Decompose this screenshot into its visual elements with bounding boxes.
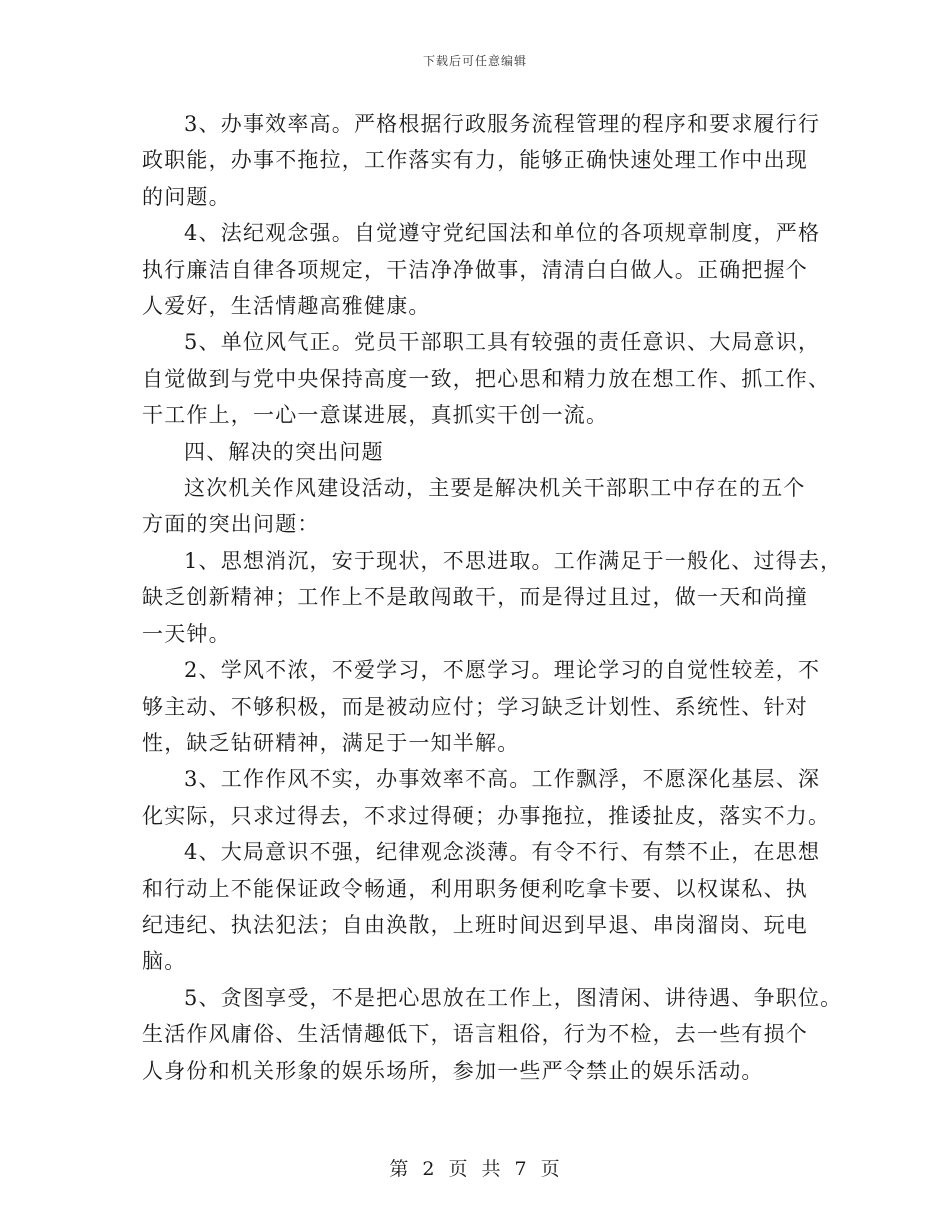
paragraph-line: 一天钟。 [142,621,231,646]
paragraph-line: 5、贪图享受，不是把心思放在工作上，图清闲、讲待遇、争职位。 [184,985,843,1010]
paragraph-problem-5 [142,980,843,1089]
paragraph-line: 人爱好，生活情趣高雅健康。 [142,294,431,319]
paragraph-line: 4、大局意识不强，纪律观念淡薄。有令不行、有禁不止，在思想 [184,840,821,865]
paragraph-problem-2 [142,652,822,761]
paragraph-problem-1 [142,543,843,652]
page-footer: 第 2 页 共 7 页 [389,1158,561,1180]
paragraph-line: 的问题。 [142,184,231,209]
paragraph-line: 4、法纪观念强。自觉遵守党纪国法和单位的各项规章制度，严格 [184,221,821,246]
paragraph-intro [142,470,822,543]
paragraph-problem-3 [142,761,831,834]
paragraph-line: 够主动、不够积极，而是被动应付；学习缺乏计划性、系统性、针对 [142,694,808,719]
paragraph-line: 和行动上不能保证政令畅通，利用职务便利吃拿卡要、以权谋私、执 [142,876,808,901]
paragraph-line: 执行廉洁自律各项规定，干洁净净做事，清清白白做人。正确把握个 [142,257,808,282]
paragraph-line: 3、办事效率高。严格根据行政服务流程管理的程序和要求履行行 [184,112,821,136]
paragraph-line: 化实际，只求过得去，不求过得硬；办事拖拉，推诿扯皮，落实不力。 [142,803,831,828]
paragraph-line: 干工作上，一心一意谋进展，真抓实干创一流。 [142,403,609,428]
paragraph-line: 自觉做到与党中央保持高度一致，把心思和精力放在想工作、抓工作、 [142,366,831,391]
paragraph-line: 这次机关作风建设活动，主要是解决机关干部职工中存在的五个 [184,476,806,501]
paragraph-efficiency [142,106,822,215]
paragraph-line: 方面的突出问题： [142,512,320,537]
paragraph-line: 3、工作作风不实，办事效率不高。工作飘浮，不愿深化基层、深 [184,767,821,792]
paragraph-atmosphere [142,324,831,433]
paragraph-line: 纪违纪、执法犯法；自由涣散，上班时间迟到早退、串岗溜岗、玩电 [142,912,808,937]
paragraph-line: 政职能，办事不拖拉，工作落实有力，能够正确快速处理工作中出现 [142,148,808,173]
paragraph-line: 人身份和机关形象的娱乐场所，参加一些严令禁止的娱乐活动。 [142,1058,764,1083]
paragraph-line: 5、单位风气正。党员干部职工具有较强的责任意识、大局意识， [184,330,821,355]
section-heading [142,434,822,470]
paragraph-discipline [142,215,822,324]
page-header: 下载后可任意编辑 [422,54,527,68]
paragraph-line: 2、学风不浓，不爱学习，不愿学习。理论学习的自觉性较差，不 [184,658,821,683]
heading-line: 四、解决的突出问题 [184,439,384,464]
paragraph-line: 1、思想消沉，安于现状，不思进取。工作满足于一般化、过得去， [184,548,843,573]
paragraph-line: 缺乏创新精神；工作上不是敢闯敢干，而是得过且过，做一天和尚撞 [142,585,808,610]
document-body [142,106,843,1089]
paragraph-line: 生活作风庸俗、生活情趣低下，语言粗俗，行为不检，去一些有损个 [142,1022,808,1047]
paragraph-line: 性，缺乏钻研精神，满足于一知半解。 [142,730,520,755]
paragraph-line: 脑。 [142,949,187,974]
paragraph-problem-4 [142,834,822,980]
